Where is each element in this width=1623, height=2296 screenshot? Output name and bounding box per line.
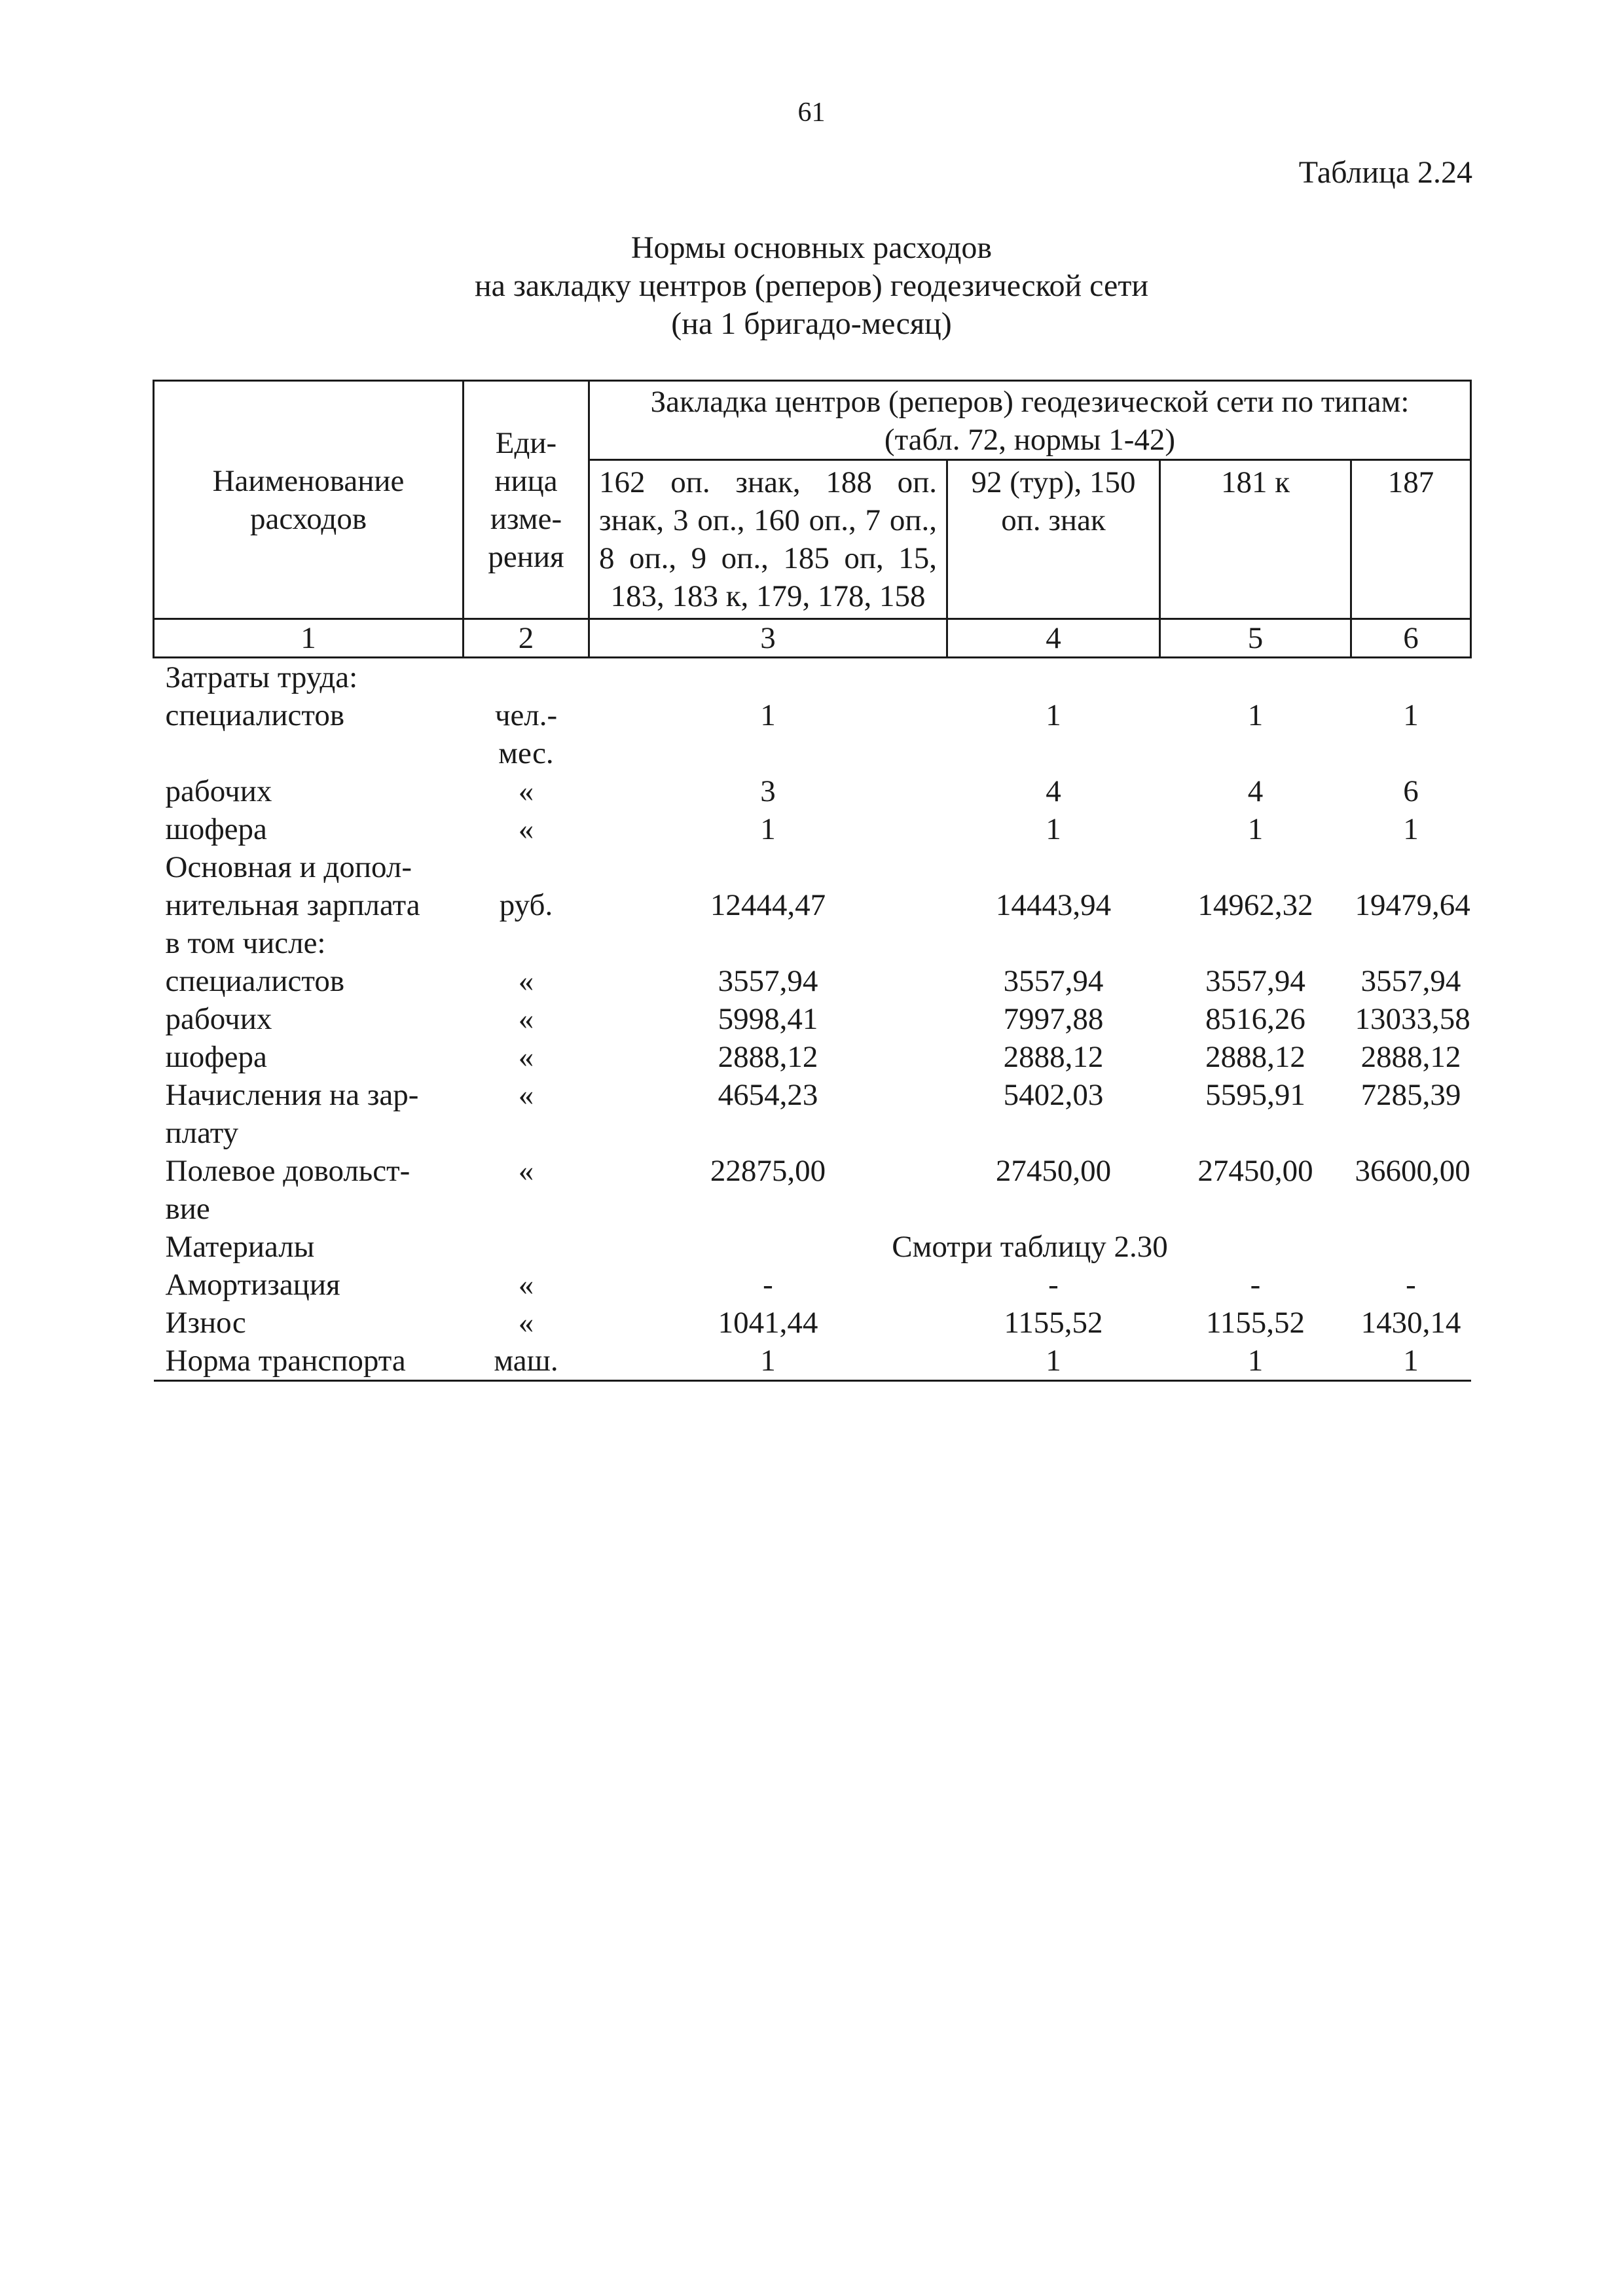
unit — [464, 810, 589, 848]
value-cell — [947, 1304, 1160, 1342]
column-number: 2 — [464, 619, 589, 658]
expense-name-line: рабочих — [165, 1002, 272, 1036]
header-line: Еди- — [495, 425, 557, 460]
expense-name — [154, 1304, 464, 1342]
table-row — [154, 1000, 1471, 1038]
table-row — [154, 1152, 1471, 1228]
expense-name — [154, 1152, 464, 1228]
value-cell — [1160, 1266, 1351, 1304]
unit — [464, 1304, 589, 1342]
value-cell — [947, 658, 1160, 697]
value-cell — [589, 1038, 947, 1076]
value: 1 — [760, 812, 776, 846]
expense-name — [154, 848, 464, 962]
header-line: (табл. 72, нормы 1-42) — [884, 423, 1176, 457]
unit — [464, 1076, 589, 1152]
header-type-col-3: 162 оп. знак, 188 оп. знак, 3 оп., 160 оп., 7 оп., 8 оп., 9 оп., 185 оп, 15, 183, 183 к, 179, 178, 158 — [589, 460, 947, 619]
value-cell — [1351, 810, 1471, 848]
table-row — [154, 1266, 1471, 1304]
value: 1 — [760, 1344, 776, 1378]
value: 4 — [1046, 774, 1061, 808]
value-cell — [1160, 848, 1351, 962]
value-cell — [589, 1342, 947, 1381]
table-row — [154, 772, 1471, 810]
page-number: 61 — [797, 98, 826, 128]
unit-line: « — [518, 812, 534, 846]
unit-line: « — [518, 1306, 534, 1340]
value-cell — [947, 1076, 1160, 1152]
value-cell — [1160, 772, 1351, 810]
unit-line: « — [518, 774, 534, 808]
expense-name — [154, 696, 464, 772]
unit-line: мес. — [498, 736, 554, 770]
value: 1 — [760, 698, 776, 732]
expense-name-line: Начисления на зар- — [165, 1078, 419, 1112]
title-line: на закладку центров (реперов) геодезической сети — [474, 268, 1149, 303]
value-cell — [1160, 962, 1351, 1000]
table-body — [154, 658, 1471, 1381]
table-row — [154, 1076, 1471, 1152]
expense-name-line: шофера — [165, 812, 267, 846]
value-cell — [1351, 1152, 1471, 1228]
header-line: расходов — [249, 501, 367, 536]
value: 22875,00 — [710, 1154, 826, 1188]
unit — [464, 1228, 589, 1266]
value: 1155,52 — [1004, 1306, 1103, 1340]
value: 3 — [760, 774, 776, 808]
value: 7997,88 — [1003, 1002, 1104, 1036]
value: 1 — [1046, 812, 1061, 846]
expense-name-line: нительная зарплата — [165, 888, 420, 922]
table-row — [154, 696, 1471, 772]
value-cell — [1351, 1304, 1471, 1342]
value: - — [1048, 1268, 1059, 1302]
value-cell — [1160, 1304, 1351, 1342]
value-cell — [589, 810, 947, 848]
title-line: Нормы основных расходов — [630, 230, 993, 265]
header-unit-col — [464, 381, 589, 619]
value-cell — [1351, 1342, 1471, 1381]
expense-name-line: плату — [165, 1116, 239, 1150]
expense-name — [154, 810, 464, 848]
expense-name — [154, 658, 464, 697]
unit-line: руб. — [499, 888, 553, 922]
unit — [464, 962, 589, 1000]
header-line: изме- — [490, 501, 562, 536]
expense-name-line: рабочих — [165, 774, 272, 808]
value-cell — [1351, 658, 1471, 697]
value-cell — [947, 772, 1160, 810]
value: 12444,47 — [710, 888, 826, 922]
value: 2888,12 — [1205, 1040, 1305, 1074]
table-row — [154, 1304, 1471, 1342]
value-cell — [947, 810, 1160, 848]
value-cell — [947, 1152, 1160, 1228]
value-cell — [1160, 658, 1351, 697]
value-cell — [1160, 1342, 1351, 1381]
value: 1 — [1046, 1344, 1061, 1378]
expense-name-line: шофера — [165, 1040, 267, 1074]
header-line: ница — [494, 463, 558, 498]
value: 3557,94 — [718, 964, 818, 998]
unit-line: « — [518, 1078, 534, 1112]
table-row — [154, 1228, 1471, 1266]
value-cell — [1160, 1038, 1351, 1076]
value: 2888,12 — [1360, 1040, 1461, 1074]
expense-name-line: Износ — [165, 1306, 246, 1340]
table-row — [154, 962, 1471, 1000]
expense-name-line: Норма транспорта — [165, 1344, 406, 1378]
norms-table — [153, 380, 1472, 1382]
column-number: 6 — [1351, 619, 1471, 658]
value: 2888,12 — [718, 1040, 818, 1074]
unit-line — [467, 1228, 585, 1266]
expense-name-line: Материалы — [165, 1230, 315, 1264]
header-line: рения — [488, 539, 564, 574]
value-cell — [1351, 772, 1471, 810]
value: 7285,39 — [1360, 1078, 1461, 1112]
expense-name — [154, 772, 464, 810]
value-cell — [589, 1152, 947, 1228]
unit-line — [467, 848, 585, 886]
header-line: Наименование — [212, 463, 405, 498]
unit — [464, 772, 589, 810]
expense-name-line: специалистов — [165, 964, 345, 998]
value-cell — [589, 962, 947, 1000]
value-cell — [1351, 962, 1471, 1000]
column-number: 1 — [154, 619, 464, 658]
reference-note: Смотри таблицу 2.30 — [892, 1230, 1168, 1264]
value-cell — [947, 962, 1160, 1000]
value: 1041,44 — [718, 1306, 818, 1340]
value: 1 — [1403, 698, 1419, 732]
expense-name-line: вие — [165, 1192, 210, 1226]
value: 14443,94 — [995, 888, 1112, 922]
value: 5595,91 — [1205, 1078, 1305, 1112]
unit-line: « — [518, 1154, 534, 1188]
unit — [464, 1342, 589, 1381]
header-type-col-5: 181 к — [1160, 460, 1351, 619]
value-cell — [1160, 1152, 1351, 1228]
expense-name — [154, 1038, 464, 1076]
value: 27450,00 — [1197, 1154, 1313, 1188]
value-cell — [947, 1000, 1160, 1038]
table-row — [154, 1342, 1471, 1381]
value-cell — [947, 848, 1160, 962]
value: - — [763, 1268, 773, 1302]
header-group-title — [589, 381, 1471, 460]
value-cell — [589, 1076, 947, 1152]
expense-name-line: Амортизация — [165, 1268, 340, 1302]
value-cell — [1160, 1076, 1351, 1152]
value-cell — [589, 772, 947, 810]
unit-line: « — [518, 1002, 534, 1036]
value-cell — [589, 1000, 947, 1038]
value: 1 — [1046, 698, 1061, 732]
value: 3557,94 — [1360, 964, 1461, 998]
table-label: Таблица 2.24 — [1298, 155, 1472, 190]
unit-line: маш. — [494, 1344, 558, 1378]
value-cell — [1351, 1266, 1471, 1304]
value-cell — [1351, 696, 1471, 772]
expense-name-line: в том числе: — [165, 926, 326, 960]
value-cell — [947, 1266, 1160, 1304]
value-cell — [1160, 810, 1351, 848]
value: 6 — [1403, 774, 1419, 808]
unit — [464, 1266, 589, 1304]
unit-line: « — [518, 964, 534, 998]
value-cell — [589, 848, 947, 962]
table-row — [154, 810, 1471, 848]
header-line: Закладка центров (реперов) геодезической сети по типам: — [650, 385, 1410, 419]
expense-name-line: Затраты труда: — [165, 660, 358, 694]
value: - — [1406, 1268, 1416, 1302]
value-cell — [589, 658, 947, 697]
value: 19479,64 — [1355, 888, 1470, 922]
column-number: 5 — [1160, 619, 1351, 658]
value: 1 — [1403, 812, 1419, 846]
value: 2888,12 — [1003, 1040, 1104, 1074]
value: 1 — [1403, 1344, 1419, 1378]
unit-line: « — [518, 1268, 534, 1302]
header-type-col-4: 92 (тур), 150 оп. знак — [947, 460, 1160, 619]
value: 8516,26 — [1205, 1002, 1305, 1036]
value-cell — [1160, 696, 1351, 772]
title-line: (на 1 бригадо-месяц) — [671, 306, 952, 341]
table-row — [154, 848, 1471, 962]
expense-name — [154, 1000, 464, 1038]
expense-name — [154, 1266, 464, 1304]
expense-name-line: Полевое довольст- — [165, 1154, 410, 1188]
expense-name — [154, 962, 464, 1000]
unit — [464, 658, 589, 697]
value: 1 — [1247, 1344, 1264, 1378]
expense-name — [154, 1342, 464, 1381]
value: 4 — [1247, 774, 1264, 808]
value-cell — [1351, 1038, 1471, 1076]
value: 14962,32 — [1197, 888, 1313, 922]
table-title — [0, 229, 1623, 343]
value: 3557,94 — [1003, 964, 1104, 998]
unit-line — [467, 658, 585, 696]
value: 1430,14 — [1360, 1306, 1461, 1340]
value-cell — [589, 1266, 947, 1304]
value: 5402,03 — [1003, 1078, 1104, 1112]
value-cell — [589, 696, 947, 772]
unit-line: « — [518, 1040, 534, 1074]
value-cell — [1351, 1076, 1471, 1152]
value: 5998,41 — [718, 1002, 818, 1036]
header-name-col — [154, 381, 464, 619]
column-number: 4 — [947, 619, 1160, 658]
value: 36600,00 — [1355, 1154, 1470, 1188]
unit — [464, 696, 589, 772]
value-cell — [947, 1038, 1160, 1076]
table-row — [154, 658, 1471, 697]
value-cell — [1351, 848, 1471, 962]
expense-name-line: специалистов — [165, 698, 345, 732]
expense-name — [154, 1228, 464, 1266]
unit — [464, 1152, 589, 1228]
unit — [464, 848, 589, 962]
value: 1 — [1247, 698, 1264, 732]
value: 1155,52 — [1205, 1306, 1305, 1340]
value-cell — [1160, 1000, 1351, 1038]
unit — [464, 1038, 589, 1076]
value: - — [1250, 1268, 1261, 1302]
column-number: 3 — [589, 619, 947, 658]
value-cell — [947, 1342, 1160, 1381]
expense-name-line: Основная и допол- — [165, 850, 412, 884]
value-cell — [589, 1304, 947, 1342]
header-type-col-6: 187 — [1351, 460, 1471, 619]
value: 1 — [1247, 812, 1264, 846]
value: 3557,94 — [1205, 964, 1305, 998]
value: 13033,58 — [1355, 1002, 1470, 1036]
table-row — [154, 1038, 1471, 1076]
expense-name — [154, 1076, 464, 1152]
unit — [464, 1000, 589, 1038]
value-cell — [1351, 1000, 1471, 1038]
value: 4654,23 — [718, 1078, 818, 1112]
value-cell — [947, 696, 1160, 772]
unit-line: чел.- — [494, 698, 558, 732]
value: 27450,00 — [995, 1154, 1112, 1188]
